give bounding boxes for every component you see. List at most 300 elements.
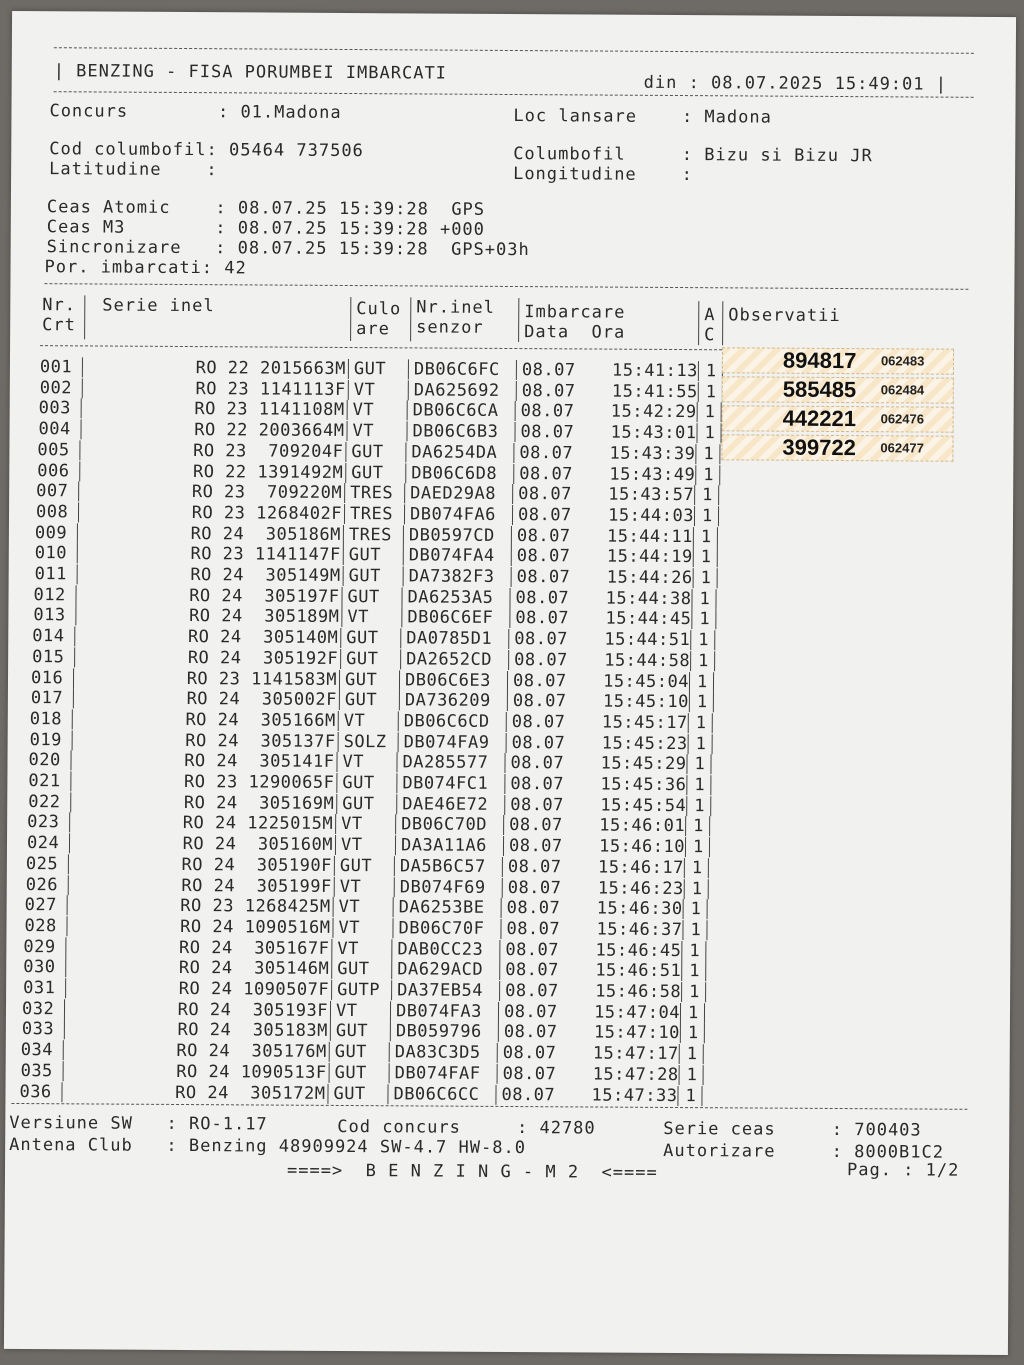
column-divider xyxy=(514,422,515,442)
column-divider xyxy=(390,1022,391,1042)
row-ac: 1 xyxy=(686,1064,698,1085)
row-senzor: DA37EB54 xyxy=(397,980,484,1001)
row-culoare: GUT xyxy=(351,462,384,483)
column-divider xyxy=(393,897,394,917)
row-ac: 1 xyxy=(694,754,706,775)
header-divider-4 xyxy=(518,298,519,342)
sticker-code: 062477 xyxy=(880,440,924,456)
row-ac: 1 xyxy=(700,547,712,568)
column-divider xyxy=(714,630,715,650)
row-culoare: VT xyxy=(339,876,362,897)
column-divider xyxy=(497,1064,498,1084)
column-divider xyxy=(506,733,507,753)
row-serie-inel: RO 24 1090516M xyxy=(180,916,331,938)
row-ora: 15:47:10 xyxy=(593,1022,680,1044)
row-ora: 15:46:37 xyxy=(596,919,683,940)
column-divider xyxy=(691,609,692,629)
column-divider xyxy=(679,1044,680,1064)
row-serie-inel: RO 23 709204F xyxy=(193,440,344,462)
column-divider xyxy=(77,523,78,543)
row-nr: 020 xyxy=(28,750,61,771)
header-divider-6 xyxy=(722,301,723,345)
column-divider xyxy=(70,792,71,812)
row-ac: 1 xyxy=(699,609,711,630)
column-divider xyxy=(70,771,71,791)
row-data: 08.07 xyxy=(510,794,565,816)
column-divider xyxy=(394,856,395,876)
column-divider xyxy=(399,691,400,711)
row-nr: 001 xyxy=(39,357,73,378)
row-data: 08.07 xyxy=(502,1063,557,1085)
row-nr: 036 xyxy=(19,1081,52,1102)
column-divider xyxy=(719,465,720,485)
column-divider xyxy=(689,672,690,692)
row-data: 08.07 xyxy=(511,711,566,733)
col-serie-header: Serie inel xyxy=(102,295,215,317)
row-data: 08.07 xyxy=(503,1001,558,1022)
column-divider xyxy=(340,628,341,648)
column-divider xyxy=(343,566,344,586)
sticker-label xyxy=(721,434,953,461)
row-ora: 15:41:55 xyxy=(611,381,698,402)
row-culoare: GUT xyxy=(334,1062,367,1083)
column-divider xyxy=(516,381,517,401)
column-divider xyxy=(719,444,720,464)
column-divider xyxy=(704,1003,705,1023)
column-divider xyxy=(497,1043,498,1063)
row-data: 08.07 xyxy=(502,1043,557,1064)
column-divider xyxy=(348,380,349,400)
row-serie-inel: RO 24 305193F xyxy=(177,999,329,1021)
header-divider-3 xyxy=(410,297,411,341)
column-divider xyxy=(336,794,337,814)
column-divider xyxy=(715,610,716,630)
column-divider xyxy=(511,567,512,587)
row-culoare: GUT xyxy=(346,648,379,669)
row-data: 08.07 xyxy=(511,732,566,753)
row-data: 08.07 xyxy=(515,587,570,609)
column-divider xyxy=(677,1086,678,1106)
column-divider xyxy=(399,670,400,690)
column-divider xyxy=(696,423,697,443)
row-senzor: DB074FA4 xyxy=(408,545,495,567)
column-divider xyxy=(506,712,507,732)
row-culoare: GUTP xyxy=(337,979,381,1001)
column-divider xyxy=(401,587,402,607)
column-divider xyxy=(66,916,67,936)
column-divider xyxy=(331,959,332,979)
column-divider xyxy=(509,588,510,608)
info-rule xyxy=(44,283,968,290)
column-divider xyxy=(69,833,70,853)
row-data: 08.07 xyxy=(501,1084,556,1105)
sticker-label xyxy=(722,405,954,432)
column-divider xyxy=(689,692,690,712)
column-divider xyxy=(348,359,349,379)
column-divider xyxy=(330,1021,331,1041)
row-data: 08.07 xyxy=(512,691,567,712)
column-divider xyxy=(69,813,70,833)
column-divider xyxy=(339,669,340,689)
column-divider xyxy=(693,568,694,588)
column-divider xyxy=(82,357,83,377)
cod-columbofil-field: Cod columbofil: 05464 737506 xyxy=(49,139,364,162)
row-senzor: DB06C6CC xyxy=(393,1083,480,1105)
row-data: 08.07 xyxy=(517,504,572,526)
column-divider xyxy=(75,585,76,605)
row-nr: 019 xyxy=(29,729,62,750)
row-serie-inel: RO 24 305186M xyxy=(190,523,341,545)
sticker-code: 062476 xyxy=(880,411,925,427)
sticker-code: 062484 xyxy=(880,382,925,398)
column-divider xyxy=(387,1084,388,1104)
row-data: 08.07 xyxy=(509,815,563,836)
row-serie-inel: RO 23 1290065F xyxy=(184,772,335,793)
column-divider xyxy=(327,1083,328,1103)
row-ora: 15:45:29 xyxy=(600,753,687,775)
row-nr: 029 xyxy=(23,936,56,957)
row-serie-inel: RO 24 305140M xyxy=(187,627,339,649)
row-ac: 1 xyxy=(704,423,716,444)
column-divider xyxy=(75,606,76,626)
row-nr: 017 xyxy=(30,688,64,709)
row-serie-inel: RO 22 2003664M xyxy=(194,420,345,442)
row-senzor: DB06C6CD xyxy=(403,711,490,732)
column-divider xyxy=(406,421,407,441)
row-culoare: GUT xyxy=(337,959,370,980)
row-ora: 15:46:45 xyxy=(595,940,682,961)
row-senzor: DAE46E72 xyxy=(402,794,489,815)
column-divider xyxy=(706,920,707,940)
column-divider xyxy=(693,547,694,567)
column-divider xyxy=(508,629,509,649)
row-ac: 1 xyxy=(694,775,706,796)
row-data: 08.07 xyxy=(508,836,563,857)
row-senzor: DB06C6B3 xyxy=(412,421,499,443)
row-senzor: DB06C6D8 xyxy=(411,462,498,484)
header-divider-2 xyxy=(350,297,351,341)
row-senzor: DB06C6FC xyxy=(413,359,500,380)
row-ora: 15:41:13 xyxy=(611,360,698,382)
column-divider xyxy=(80,419,81,439)
column-divider xyxy=(394,877,395,897)
column-divider xyxy=(713,692,714,712)
column-divider xyxy=(691,589,692,609)
row-nr: 015 xyxy=(32,646,65,668)
column-divider xyxy=(681,982,682,1002)
column-divider xyxy=(73,689,74,709)
column-divider xyxy=(398,732,399,752)
page-number: Pag. : 1/2 xyxy=(846,1160,960,1181)
row-ac: 1 xyxy=(687,1002,699,1023)
row-serie-inel: RO 24 305160M xyxy=(182,834,334,856)
column-divider xyxy=(81,399,82,419)
row-culoare: VT xyxy=(337,938,359,959)
row-serie-inel: RO 24 305199F xyxy=(181,875,332,897)
column-divider xyxy=(338,711,339,731)
row-senzor: DA736209 xyxy=(404,690,491,712)
row-data: 08.07 xyxy=(518,484,572,505)
column-divider xyxy=(499,960,500,980)
column-divider xyxy=(500,919,501,939)
column-divider xyxy=(390,1001,391,1021)
row-ora: 15:46:51 xyxy=(595,960,682,982)
autorizare-field: Autorizare : 8000B1C2 xyxy=(663,1140,945,1163)
row-nr: 026 xyxy=(25,874,59,895)
row-ora: 15:43:57 xyxy=(608,484,695,506)
row-ac: 1 xyxy=(692,837,704,858)
row-nr: 006 xyxy=(37,460,70,481)
column-divider xyxy=(509,608,510,628)
column-divider xyxy=(698,361,699,381)
row-ora: 15:42:29 xyxy=(610,402,697,423)
row-data: 08.07 xyxy=(507,856,562,878)
column-divider xyxy=(718,485,719,505)
column-divider xyxy=(685,837,686,857)
column-divider xyxy=(704,1024,705,1044)
column-divider xyxy=(341,587,342,607)
row-nr: 018 xyxy=(29,708,63,730)
row-senzor: DA3A11A6 xyxy=(400,835,487,856)
column-divider xyxy=(504,753,505,773)
row-ac: 1 xyxy=(703,443,715,465)
column-divider xyxy=(511,546,512,566)
loc-lansare-field: Loc lansare : Madona xyxy=(513,106,772,128)
column-divider xyxy=(389,1063,390,1083)
row-senzor: DB074FAF xyxy=(394,1063,481,1084)
column-divider xyxy=(684,858,685,878)
column-divider xyxy=(334,876,335,896)
row-ora: 15:47:28 xyxy=(592,1064,679,1085)
column-divider xyxy=(690,630,691,650)
latitudine-field: Latitudine : xyxy=(49,159,218,181)
column-divider xyxy=(703,1065,704,1085)
row-ac: 1 xyxy=(689,940,701,961)
row-ora: 15:45:36 xyxy=(600,774,687,796)
row-senzor: DB059796 xyxy=(395,1021,482,1043)
row-serie-inel: RO 24 305197F xyxy=(189,585,340,607)
column-divider xyxy=(694,506,695,526)
column-divider xyxy=(395,835,396,855)
row-culoare: GUT xyxy=(333,1083,366,1104)
row-culoare: VT xyxy=(352,400,375,421)
column-divider xyxy=(78,502,79,522)
col-culoare-header-1: Culo xyxy=(356,299,402,320)
sticker-number: 442221 xyxy=(782,405,857,432)
column-divider xyxy=(391,939,392,959)
column-divider xyxy=(64,1020,65,1040)
column-divider xyxy=(498,1002,499,1022)
row-data: 08.07 xyxy=(505,960,559,981)
column-divider xyxy=(685,816,686,836)
row-ac: 1 xyxy=(701,506,713,527)
sincronizare-field: Sincronizare : 08.07.25 15:39:28 GPS+03h xyxy=(46,237,530,261)
row-senzor: DB074FC1 xyxy=(402,773,489,794)
row-senzor: DB06C6E3 xyxy=(404,669,491,691)
row-nr: 013 xyxy=(33,605,66,626)
row-senzor: DAED29A8 xyxy=(410,483,497,505)
column-divider xyxy=(334,856,335,876)
row-culoare: VT xyxy=(352,421,375,442)
row-ac: 1 xyxy=(691,878,703,899)
column-divider xyxy=(405,463,406,483)
column-divider xyxy=(345,462,346,482)
row-serie-inel: RO 23 1141108M xyxy=(194,399,345,421)
column-divider xyxy=(682,920,683,940)
benzing-banner: ====> B E N Z I N G - M 2 <==== xyxy=(286,1160,658,1183)
row-serie-inel: RO 23 1141583M xyxy=(186,668,338,690)
row-senzor: DB074F69 xyxy=(399,876,486,898)
column-divider xyxy=(403,525,404,545)
columbofil-field: Columbofil : Bizu si Bizu JR xyxy=(513,144,873,167)
row-ac: 1 xyxy=(699,588,711,609)
column-divider xyxy=(398,711,399,731)
column-divider xyxy=(708,858,709,878)
row-serie-inel: RO 24 305167F xyxy=(179,937,330,959)
row-ac: 1 xyxy=(696,692,708,713)
column-divider xyxy=(344,483,345,503)
column-divider xyxy=(332,918,333,938)
column-divider xyxy=(503,836,504,856)
column-divider xyxy=(701,1086,702,1106)
column-divider xyxy=(340,649,341,669)
column-divider xyxy=(495,1084,496,1104)
col-culoare-header-2: are xyxy=(356,319,390,340)
column-divider xyxy=(68,854,69,874)
row-ac: 1 xyxy=(696,671,708,692)
row-nr: 024 xyxy=(26,833,60,854)
column-divider xyxy=(338,732,339,752)
column-divider xyxy=(501,898,502,918)
column-divider xyxy=(705,961,706,981)
column-divider xyxy=(61,1082,62,1102)
column-divider xyxy=(713,672,714,692)
column-divider xyxy=(403,546,404,566)
column-divider xyxy=(64,999,65,1019)
column-divider xyxy=(694,485,695,505)
row-data: 08.07 xyxy=(514,629,569,650)
column-divider xyxy=(709,837,710,857)
row-data: 08.07 xyxy=(512,670,567,691)
column-divider xyxy=(705,982,706,1002)
row-data: 08.07 xyxy=(514,649,568,671)
longitudine-field: Longitudine : xyxy=(513,164,693,186)
row-ac: 1 xyxy=(690,899,702,920)
row-nr: 003 xyxy=(38,398,71,419)
ceas-atomic-field: Ceas Atomic : 08.07.25 15:39:28 GPS xyxy=(46,197,486,220)
column-divider xyxy=(407,401,408,421)
header-rule xyxy=(40,345,732,350)
row-culoare: GUT xyxy=(348,545,382,566)
column-divider xyxy=(67,895,68,915)
row-culoare: VT xyxy=(338,897,361,918)
column-divider xyxy=(333,897,334,917)
row-nr: 023 xyxy=(27,812,60,833)
column-divider xyxy=(65,978,66,998)
row-serie-inel: RO 24 305190F xyxy=(181,854,332,876)
column-divider xyxy=(65,937,66,957)
row-ora: 15:47:33 xyxy=(591,1085,678,1106)
column-divider xyxy=(512,505,513,525)
row-nr: 028 xyxy=(24,915,57,937)
column-divider xyxy=(404,484,405,504)
column-divider xyxy=(684,879,685,899)
row-ac: 1 xyxy=(690,919,702,941)
sticker-code: 062483 xyxy=(880,353,925,369)
column-divider xyxy=(712,713,713,733)
row-nr: 030 xyxy=(23,957,56,978)
row-culoare: GUT xyxy=(334,1042,368,1063)
row-serie-inel: RO 23 1141113F xyxy=(195,378,346,400)
header-divider-5 xyxy=(698,301,699,345)
column-divider xyxy=(77,544,78,564)
column-divider xyxy=(408,380,409,400)
col-nr-header-1: Nr. xyxy=(42,295,77,316)
row-ac: 1 xyxy=(689,961,701,982)
column-divider xyxy=(347,400,348,420)
column-divider xyxy=(503,815,504,835)
row-culoare: GUT xyxy=(351,441,384,463)
row-culoare: TRES xyxy=(349,503,394,525)
row-serie-inel: RO 24 305169M xyxy=(183,792,335,814)
row-nr: 031 xyxy=(23,978,56,999)
row-nr: 027 xyxy=(24,895,57,916)
row-ac: 1 xyxy=(685,1085,697,1106)
row-culoare: GUT xyxy=(353,359,387,380)
row-serie-inel: RO 24 1090507F xyxy=(178,978,330,1000)
column-divider xyxy=(513,464,514,484)
row-ora: 15:46:23 xyxy=(597,878,684,899)
column-divider xyxy=(498,1022,499,1042)
column-divider xyxy=(65,958,66,978)
sticker-number: 894817 xyxy=(782,347,857,374)
row-serie-inel: RO 24 305137F xyxy=(185,730,336,752)
row-ora: 15:45:23 xyxy=(601,733,688,754)
row-senzor: DB074FA9 xyxy=(403,731,490,753)
serie-ceas-field: Serie ceas : 700403 xyxy=(663,1118,922,1141)
row-ora: 15:46:58 xyxy=(595,981,682,1003)
row-senzor: DB0597CD xyxy=(408,524,495,546)
row-serie-inel: RO 24 305166M xyxy=(185,709,336,731)
col-observatii-header: Observatii xyxy=(728,305,841,327)
column-divider xyxy=(72,709,73,729)
row-ora: 15:44:58 xyxy=(604,650,691,671)
row-culoare: VT xyxy=(340,835,363,856)
column-divider xyxy=(515,401,516,421)
column-divider xyxy=(686,775,687,795)
column-divider xyxy=(396,794,397,814)
column-divider xyxy=(504,774,505,794)
column-divider xyxy=(331,939,332,959)
column-divider xyxy=(405,442,406,462)
row-culoare: GUT xyxy=(347,586,380,607)
row-serie-inel: RO 24 305183M xyxy=(177,1020,328,1042)
row-ora: 15:44:03 xyxy=(608,505,695,527)
row-data: 08.07 xyxy=(516,567,571,588)
column-divider xyxy=(400,628,401,648)
row-nr: 002 xyxy=(39,377,73,399)
row-nr: 011 xyxy=(34,564,67,585)
row-senzor: DA5B6C57 xyxy=(399,856,486,877)
header-divider-1 xyxy=(84,295,85,339)
column-divider xyxy=(680,1023,681,1043)
row-data: 08.07 xyxy=(521,380,576,402)
row-culoare: VT xyxy=(341,814,363,835)
row-culoare: TRES xyxy=(348,524,392,545)
row-senzor: DA83C3D5 xyxy=(394,1042,481,1063)
row-senzor: DA0785D1 xyxy=(406,628,493,649)
row-ac: 1 xyxy=(702,485,713,506)
